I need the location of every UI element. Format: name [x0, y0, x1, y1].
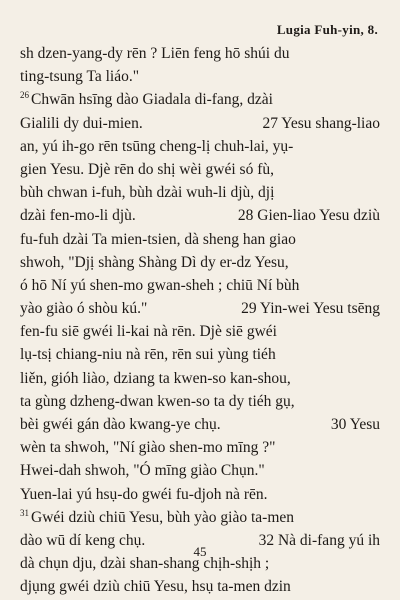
line-text: gien Yesu. Djè rēn do shị wèi gwéi só fù,: [20, 160, 275, 178]
text-line: [20, 228, 380, 251]
line-text: bèi gwéi gán dào kwang-ye chụ.: [20, 416, 221, 433]
line-text: 29 Yin-wei Yesu tsēng: [241, 300, 380, 318]
text-line: [20, 204, 380, 227]
text-line: [20, 506, 380, 529]
text-line: [20, 320, 380, 343]
page-body-text: [20, 42, 380, 599]
line-text: sh dzen-yang-dy rēn ? Liēn feng hō shúi du: [20, 45, 290, 62]
text-line: [20, 459, 380, 482]
running-header: Lugia Fuh-yin, 8.: [276, 22, 378, 37]
verse-number: 31: [20, 507, 29, 518]
text-line: [20, 483, 380, 506]
text-line: [20, 88, 380, 111]
line-text: fu-fuh dzài Ta mien-tsien, dà sheng han giao: [20, 230, 296, 248]
text-line: [20, 251, 380, 274]
text-line: [20, 390, 380, 413]
verse-number: 26: [20, 90, 29, 101]
line-text: bùh chwan i-fuh, bùh dzài wuh-li djù, djị: [20, 184, 275, 202]
text-line: [20, 158, 380, 181]
line-text: ting-tsung Ta liáo.": [20, 68, 140, 86]
page-number: 45: [193, 544, 207, 559]
line-text: fen-fu siē gwéi li-kai nà rēn. Djè siē gwéi: [20, 323, 277, 341]
text-line: [20, 112, 380, 135]
line-text: yào giào ó shòu kú.": [20, 300, 148, 318]
text-line: [20, 135, 380, 158]
text-line: [20, 413, 380, 436]
line-text: Yuen-lai yú hsụ-do gwéi fu-djoh nà rēn.: [20, 485, 268, 503]
line-text: Gialili dy dui-mien.: [20, 114, 143, 132]
line-text: lụ-tsị chiang-niu nà rēn, rēn sui yùng tiéh: [20, 346, 276, 364]
line-text: 32 Nà di-fang yú ih: [258, 531, 380, 549]
line-text: Hwei-dah shwoh, "Ó mīng giào Chụn.": [20, 462, 265, 480]
line-text: ó hō Ní yú shen-mo gwan-sheh ; chiū Ní bùh: [20, 276, 300, 294]
line-text: Gwéi dziù chiū Yesu, bùh yào giào ta-men: [31, 508, 295, 526]
text-line: [20, 436, 380, 459]
line-text: 27 Yesu shang-liao: [262, 114, 380, 132]
text-line: [20, 343, 380, 366]
line-text: dà chụn dju, dzài shan-shang chịh-shịh ;: [20, 555, 270, 573]
text-line: [20, 297, 380, 320]
line-text: djụng gwéi dziù chiū Yesu, hsụ ta-men dzin: [20, 578, 291, 596]
text-line: [20, 274, 380, 297]
text-line: [20, 42, 380, 65]
line-text: dào wū dí keng chụ.: [20, 531, 146, 549]
text-line: [20, 575, 380, 598]
line-text: an, yú ih-go rēn tsūng cheng-lị chuh-lai, yụ-: [20, 137, 294, 155]
text-line: [20, 65, 380, 88]
line-text: dzài fen-mo-li djù.: [20, 207, 136, 225]
line-text: ta gùng dzheng-dwan kwen-so ta dy tiéh gụ,: [20, 392, 295, 410]
text-line: [20, 181, 380, 204]
line-text: Chwān hsīng dào Giadala di-fang, dzài: [31, 91, 273, 109]
line-text: 30 Yesu: [330, 416, 380, 433]
line-text: 28 Gien-liao Yesu dziù: [237, 207, 380, 225]
text-line: [20, 367, 380, 390]
line-text: liěn, gióh liào, dziang ta kwen-so kan-shou,: [20, 369, 291, 387]
line-text: shwoh, "Djị shàng Shàng Dì dy er-dz Yesu,: [20, 253, 289, 271]
line-text: wèn ta shwoh, "Ní giào shen-mo mīng ?": [20, 439, 276, 457]
